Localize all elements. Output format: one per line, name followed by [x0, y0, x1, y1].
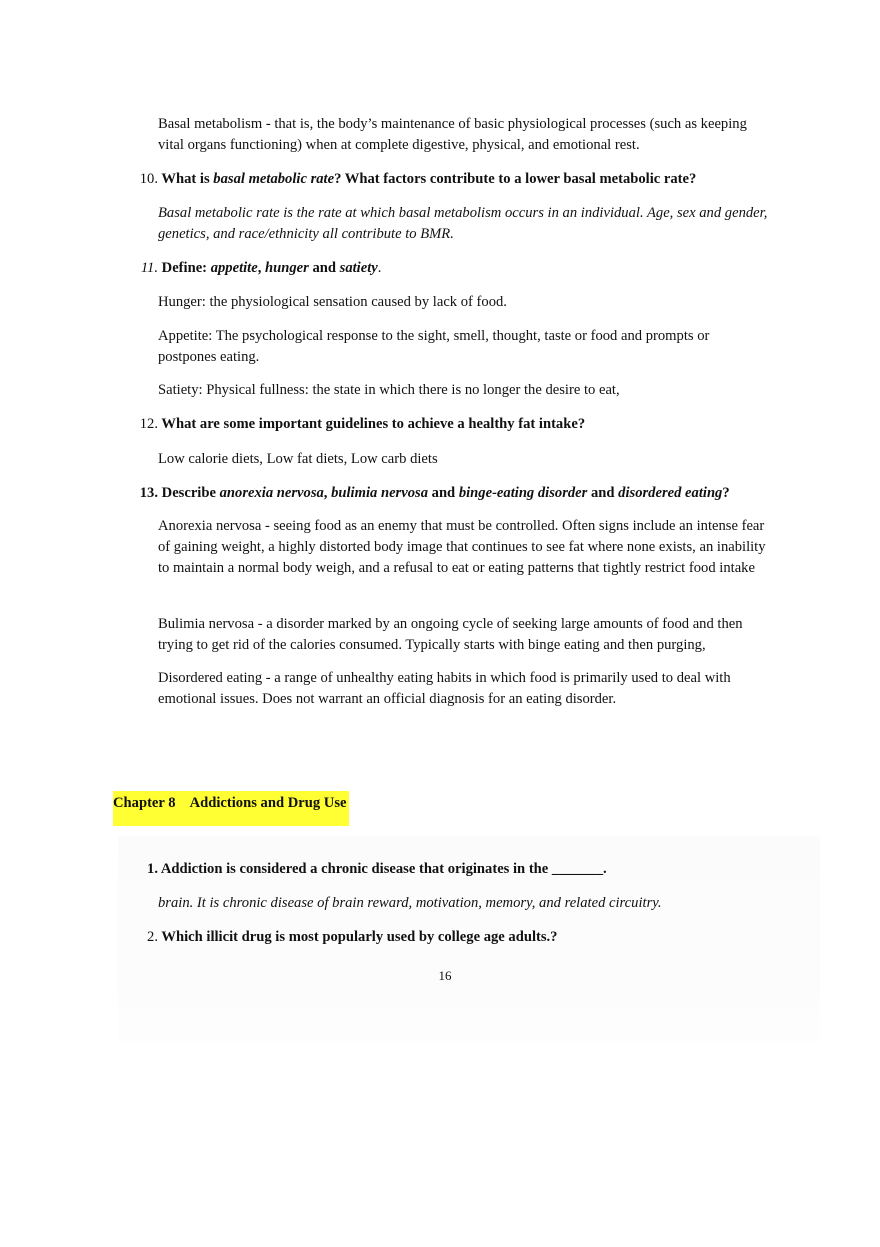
question-11: 11. Define: appetite, hunger and satiety. — [120, 258, 800, 279]
answer-13-disordered: Disordered eating - a range of unhealthy eating habits in which food is primarily used to deal with emotional issues. Does not warrant an official diagnosis for an eating disorder. — [158, 670, 731, 707]
question-number: 2. — [147, 929, 158, 945]
question-10: 10. What is basal metabolic rate? What factors contribute to a lower basal metabolic rate? — [120, 169, 800, 190]
question-number: 13. — [139, 485, 158, 501]
question-number: 12. — [139, 416, 158, 432]
chapter8-question-1: 1. Addiction is considered a chronic disease that originates in the _______. — [120, 859, 800, 880]
question-12: 12. What are some important guidelines to achieve a healthy fat intake? — [120, 414, 800, 435]
chapter-label: Chapter 8 — [113, 795, 176, 811]
question-number: 1. — [147, 861, 158, 877]
chapter-title: Addictions and Drug Use — [189, 795, 347, 811]
answer-11-appetite: Appetite: The psychological response to the sight, smell, thought, taste or food and prompts or postpones eating. — [158, 328, 710, 365]
answer-13-bulimia: Bulimia nervosa - a disorder marked by an ongoing cycle of seeking large amounts of food and then trying to get rid of the calories consumed. Typically starts with binge eating and then purging, — [158, 616, 743, 653]
question-number: 11. — [140, 260, 158, 276]
chapter-heading-highlight — [113, 791, 349, 826]
answer-11-satiety: Satiety: Physical fullness: the state in which there is no longer the desire to eat, — [158, 382, 620, 398]
question-number: 10. — [139, 171, 158, 187]
page-number: 16 — [438, 968, 452, 983]
answer-13-anorexia: Anorexia nervosa - seeing food as an enemy that must be controlled. Often signs include an intense fear of gaining weight, a highly distorted body image that continues to see fat where none exists, an inability to maintain a normal body weigh, and a refusal to eat or eating patterns that tightly restrict food intake — [158, 518, 766, 576]
basal-metabolism-definition: Basal metabolism - that is, the body’s maintenance of basic physiological processes (such as keeping vital organs functioning) when at complete digestive, physical, and emotional rest. — [158, 116, 747, 153]
chapter8-answer-1: brain. It is chronic disease of brain reward, motivation, memory, and related circuitry. — [158, 895, 662, 911]
answer-10: Basal metabolic rate is the rate at which basal metabolism occurs in an individual. Age, sex and gender, genetics, and race/ethnicity all contribute to BMR. — [158, 205, 768, 242]
chapter8-question-2: 2. Which illicit drug is most popularly used by college age adults.? — [120, 927, 800, 948]
question-13: 13. Describe anorexia nervosa, bulimia nervosa and binge-eating disorder and disordered eating? — [120, 483, 800, 504]
answer-11-hunger: Hunger: the physiological sensation caused by lack of food. — [158, 294, 507, 310]
answer-12: Low calorie diets, Low fat diets, Low carb diets — [158, 451, 438, 467]
